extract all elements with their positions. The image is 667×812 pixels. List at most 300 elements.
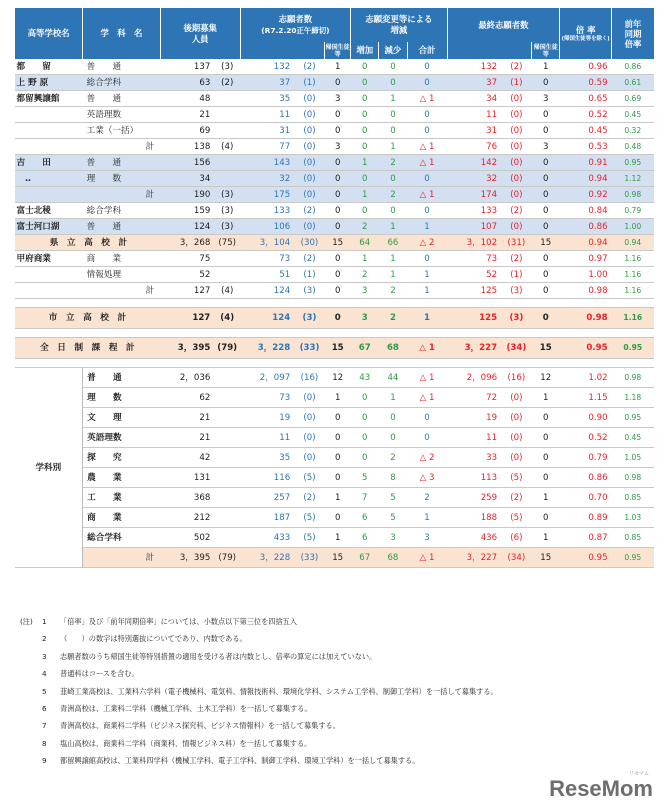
increase-cell: 0 xyxy=(361,141,368,152)
applicants-cell: 132 xyxy=(273,61,291,72)
decrease-cell: 1 xyxy=(390,253,396,264)
final-cell: 32 xyxy=(447,171,501,187)
final-special-cell: (0) xyxy=(510,392,523,403)
returnees-cell: 12 xyxy=(332,372,344,383)
quota-special-cell xyxy=(214,528,240,548)
city-total-label: 市 立 高 校 計 xyxy=(15,308,161,329)
table-row xyxy=(15,59,655,75)
final-special-cell: (0) xyxy=(510,141,523,152)
quota-cell: 21 xyxy=(199,109,211,120)
returnees-cell: 15 xyxy=(325,338,351,359)
by-dept-row xyxy=(15,468,655,488)
header-final-returnees: 帰国生徒等 xyxy=(532,42,560,59)
final-cell: 11 xyxy=(486,109,498,120)
applicants-special-cell: (33) xyxy=(294,338,325,359)
returnees-cell: 0 xyxy=(334,205,341,216)
note-lead xyxy=(20,738,42,750)
final-cell: 113 xyxy=(480,472,498,483)
prev-ratio-cell: 1.16 xyxy=(624,269,642,279)
final-cell: 52 xyxy=(486,269,498,280)
change-total-cell: △ 3 xyxy=(419,472,435,483)
final-cell: 436 xyxy=(480,532,498,543)
change-total-cell: 0 xyxy=(407,171,447,187)
increase-cell: 3 xyxy=(361,285,368,296)
table-row xyxy=(15,187,655,203)
quota-special-cell: (4) xyxy=(221,141,234,152)
change-total-cell: △ 1 xyxy=(407,187,447,203)
change-total-cell: 1 xyxy=(407,219,447,235)
final-returnees-cell: 15 xyxy=(532,338,560,359)
returnees-cell: 0 xyxy=(325,219,351,235)
applicants-cell: 77 xyxy=(279,141,291,152)
final-returnees-cell: 0 xyxy=(543,109,549,120)
table-row xyxy=(15,219,655,235)
returnees-cell: 3 xyxy=(334,141,341,152)
final-special-cell: (0) xyxy=(501,187,532,203)
decrease-cell: 68 xyxy=(379,338,407,359)
table-row xyxy=(15,251,655,267)
table-header xyxy=(15,8,655,59)
table-row xyxy=(15,155,655,171)
quota-special-cell: (79) xyxy=(214,548,240,568)
applicants-cell: 37 xyxy=(240,75,294,91)
note-lead xyxy=(20,651,42,663)
ratio-cell: 0.52 xyxy=(588,109,608,120)
returnees-cell: 3 xyxy=(334,93,341,104)
school-name: 富士北稜 xyxy=(16,205,51,216)
decrease-cell: 1 xyxy=(390,269,396,280)
returnees-cell: 0 xyxy=(334,269,341,280)
quota-special-cell: (3) xyxy=(221,205,234,216)
final-special-cell: (0) xyxy=(510,109,523,120)
decrease-cell: 0 xyxy=(390,109,396,120)
header-change: 志願変更等による増減 xyxy=(351,8,447,42)
note-item xyxy=(20,616,650,628)
header-school: 高等学校名 xyxy=(15,8,83,59)
applicants-special-cell: (0) xyxy=(303,93,316,104)
final-special-cell: (0) xyxy=(510,452,523,463)
prev-ratio-cell: 0.86 xyxy=(624,61,642,71)
increase-cell: 6 xyxy=(361,512,368,523)
application-table-container xyxy=(14,8,654,568)
applicants-cell: 3，228 xyxy=(240,338,294,359)
returnees-cell: 0 xyxy=(334,512,341,523)
increase-cell: 64 xyxy=(351,235,379,251)
applicants-special-cell: (16) xyxy=(300,372,319,383)
final-returnees-cell: 0 xyxy=(543,512,549,523)
applicants-cell: 11 xyxy=(279,432,291,443)
ratio-cell: 0.45 xyxy=(588,125,608,136)
applicants-special-cell: (2) xyxy=(303,61,316,72)
final-cell: 132 xyxy=(480,61,498,72)
header-total: 合計 xyxy=(407,42,447,59)
table-row xyxy=(15,91,655,107)
quota-cell: 138 xyxy=(193,141,211,152)
final-returnees-cell: 0 xyxy=(532,308,560,329)
quota-cell: 75 xyxy=(199,253,211,264)
table-row xyxy=(15,75,655,91)
note-lead xyxy=(20,686,42,698)
quota-special-cell: (4) xyxy=(221,285,234,296)
prev-ratio-cell: 1.16 xyxy=(624,285,642,295)
note-number: 3 xyxy=(42,651,47,661)
applicants-cell: 106 xyxy=(240,219,294,235)
change-total-cell: 2 xyxy=(424,492,430,503)
by-dept-total-row xyxy=(15,548,655,568)
quota-cell: 127 xyxy=(160,308,214,329)
note-text: （ ）の数字は特別選抜についてであり、内数である。 xyxy=(60,634,247,644)
final-cell: 31 xyxy=(486,125,498,136)
quota-cell: 21 xyxy=(199,412,211,423)
change-total-cell: △ 1 xyxy=(407,155,447,171)
applicants-cell: 11 xyxy=(279,109,291,120)
returnees-cell: 15 xyxy=(325,235,351,251)
ratio-cell: 0.59 xyxy=(560,75,612,91)
dept-name: 普 通 xyxy=(83,155,161,171)
ratio-cell: 0.97 xyxy=(588,253,608,264)
school-name: ‥ xyxy=(15,171,83,187)
applicants-special-cell: (1) xyxy=(303,269,316,280)
decrease-cell: 5 xyxy=(390,512,396,523)
returnees-cell: 1 xyxy=(334,492,341,503)
decrease-cell: 2 xyxy=(379,308,407,329)
final-returnees-cell: 0 xyxy=(543,269,549,280)
applicants-special-cell: (5) xyxy=(303,472,316,483)
note-text: 「倍率」及び「前年同期倍率」については、小数点以下第三位を四捨五入 xyxy=(60,617,298,626)
change-total-cell: △ 2 xyxy=(419,452,435,463)
change-total-cell: 1 xyxy=(424,269,430,280)
final-special-cell: (2) xyxy=(510,205,523,216)
final-cell: 76 xyxy=(486,141,498,152)
by-dept-row xyxy=(15,488,655,508)
final-special-cell: (2) xyxy=(510,492,523,503)
final-special-cell: (1) xyxy=(501,75,532,91)
final-returnees-cell: 0 xyxy=(543,285,549,296)
applicants-special-cell: (2) xyxy=(303,492,316,503)
applicants-cell: 19 xyxy=(279,412,291,423)
increase-cell: 0 xyxy=(361,125,368,136)
returnees-cell: 0 xyxy=(325,171,351,187)
spacer xyxy=(15,359,655,368)
note-item xyxy=(20,703,650,715)
applicants-special-cell: (0) xyxy=(303,141,316,152)
header-ratio: 倍 率 (帰国生徒等を除く) xyxy=(560,8,612,59)
change-total-cell: △ 1 xyxy=(419,93,435,104)
quota-cell: 124 xyxy=(160,219,214,235)
increase-cell: 1 xyxy=(351,155,379,171)
quota-special-cell xyxy=(214,123,240,139)
ratio-cell: 0.89 xyxy=(588,512,608,523)
ratio-cell: 0.70 xyxy=(588,492,608,503)
applicants-cell: 175 xyxy=(240,187,294,203)
returnees-cell: 1 xyxy=(334,392,341,403)
increase-cell: 6 xyxy=(361,532,368,543)
final-special-cell: (1) xyxy=(510,269,523,280)
note-text: 塩山高校は、商業科二学科（商業科、情報ビジネス科）を一括して募集する。 xyxy=(60,738,312,748)
note-lead: (注) xyxy=(20,617,33,626)
quota-special-cell: (4) xyxy=(214,308,240,329)
final-returnees-cell: 0 xyxy=(543,253,549,264)
quota-cell: 159 xyxy=(193,205,211,216)
school-name xyxy=(15,107,83,123)
applicants-special-cell: (5) xyxy=(303,512,316,523)
final-returnees-cell: 15 xyxy=(532,235,560,251)
decrease-cell: 66 xyxy=(379,235,407,251)
table-row xyxy=(15,283,655,299)
final-special-cell: (0) xyxy=(510,93,523,104)
final-special-cell: (0) xyxy=(501,155,532,171)
ratio-cell: 0.91 xyxy=(560,155,612,171)
dept-name: 商 業 xyxy=(87,512,122,523)
by-dept-row xyxy=(15,508,655,528)
note-lead xyxy=(20,668,42,680)
quota-special-cell: (3) xyxy=(221,61,234,72)
final-cell: 34 xyxy=(486,93,498,104)
final-special-cell: (31) xyxy=(501,235,532,251)
final-special-cell: (2) xyxy=(510,253,523,264)
decrease-cell: 1 xyxy=(390,141,396,152)
decrease-cell: 0 xyxy=(379,171,407,187)
final-returnees-cell: 0 xyxy=(543,125,549,136)
quota-special-cell xyxy=(214,448,240,468)
school-name xyxy=(15,139,83,155)
quota-cell: 212 xyxy=(193,512,211,523)
final-cell: 33 xyxy=(486,452,498,463)
note-text: 都留興譲館高校は、工業科四学科（機械工学科、電子工学科、制御工学科、環境工学科）を一括して募集する。 xyxy=(60,756,420,766)
increase-cell: 7 xyxy=(361,492,368,503)
table-row xyxy=(15,107,655,123)
final-special-cell: (5) xyxy=(510,472,523,483)
increase-cell: 0 xyxy=(361,392,368,403)
school-name xyxy=(15,283,83,299)
final-special-cell: (0) xyxy=(510,412,523,423)
prev-ratio-cell: 0.94 xyxy=(612,235,654,251)
final-special-cell: (3) xyxy=(510,285,523,296)
dept-name: 計 xyxy=(145,285,155,296)
final-cell: 259 xyxy=(480,492,498,503)
note-number: 2 xyxy=(42,634,47,644)
ratio-cell: 0.86 xyxy=(560,219,612,235)
returnees-cell: 0 xyxy=(334,432,341,443)
applicants-special-cell: (0) xyxy=(294,219,325,235)
change-total-cell: △ 1 xyxy=(419,372,435,383)
applicants-cell: 2，097 xyxy=(259,372,291,383)
dept-name: 情報処理 xyxy=(86,269,122,280)
returnees-cell: 0 xyxy=(334,125,341,136)
prev-ratio-cell: 0.85 xyxy=(624,532,642,542)
returnees-cell: 0 xyxy=(325,308,351,329)
note-number: 9 xyxy=(42,756,47,766)
quota-cell: 63 xyxy=(160,75,214,91)
header-prev-ratio: 前年同期倍率 xyxy=(612,8,654,59)
prev-ratio-cell: 1.00 xyxy=(612,219,654,235)
prev-ratio-cell: 0.48 xyxy=(624,141,642,151)
ratio-cell: 0.94 xyxy=(560,171,612,187)
dept-name: 計 xyxy=(145,141,155,152)
returnees-cell: 0 xyxy=(325,155,351,171)
final-cell: 133 xyxy=(480,205,498,216)
quota-cell: 42 xyxy=(199,452,211,463)
applicants-special-cell: (0) xyxy=(294,187,325,203)
quota-special-cell: (75) xyxy=(214,235,240,251)
decrease-cell: 2 xyxy=(379,187,407,203)
applicants-special-cell: (0) xyxy=(303,392,316,403)
returnees-cell: 0 xyxy=(334,412,341,423)
applicants-cell: 187 xyxy=(273,512,291,523)
increase-cell: 0 xyxy=(351,75,379,91)
final-cell: 73 xyxy=(486,253,498,264)
quota-special-cell xyxy=(214,388,240,408)
applicants-cell: 433 xyxy=(273,532,291,543)
ratio-cell: 0.90 xyxy=(588,412,608,423)
change-total-cell: 0 xyxy=(424,432,430,443)
final-special-cell: (3) xyxy=(501,308,532,329)
change-total-cell: △ 1 xyxy=(419,392,435,403)
spacer xyxy=(15,299,655,308)
notes xyxy=(20,616,650,773)
change-total-cell: 0 xyxy=(407,75,447,91)
returnees-cell: 0 xyxy=(325,75,351,91)
decrease-cell: 3 xyxy=(390,532,396,543)
ratio-cell: 0.94 xyxy=(560,235,612,251)
school-name: 上 野 原 xyxy=(15,75,83,91)
ratio-cell: 0.96 xyxy=(588,61,608,72)
decrease-cell: 0 xyxy=(390,205,396,216)
quota-special-cell: (3) xyxy=(214,187,240,203)
applicants-cell: 32 xyxy=(240,171,294,187)
spacer-row xyxy=(15,299,655,308)
final-special-cell: (5) xyxy=(510,512,523,523)
note-number: 6 xyxy=(42,703,47,713)
note-number: 5 xyxy=(42,686,47,696)
quota-cell: 3，395 xyxy=(160,338,214,359)
by-dept-row xyxy=(15,428,655,448)
header-final: 最終志願者数 xyxy=(447,8,560,42)
applicants-cell: 133 xyxy=(273,205,291,216)
increase-cell: 1 xyxy=(361,253,368,264)
quota-special-cell xyxy=(214,488,240,508)
decrease-cell: 0 xyxy=(379,75,407,91)
quota-cell: 48 xyxy=(199,93,211,104)
spacer xyxy=(15,329,655,338)
school-name: 都 留 xyxy=(16,61,51,72)
final-cell: 3，102 xyxy=(447,235,501,251)
applicants-special-cell: (2) xyxy=(303,205,316,216)
decrease-cell: 0 xyxy=(390,412,396,423)
final-returnees-cell: 0 xyxy=(543,412,549,423)
ratio-cell: 1.02 xyxy=(588,372,608,383)
school-name: 甲府商業 xyxy=(16,253,51,264)
change-total-cell: 1 xyxy=(424,512,430,523)
applicants-special-cell: (2) xyxy=(303,253,316,264)
increase-cell: 0 xyxy=(361,61,368,72)
final-cell: 188 xyxy=(480,512,498,523)
subtotal-label: 県 立 高 校 計 xyxy=(15,235,161,251)
table-row xyxy=(15,139,655,155)
quota-cell: 2，036 xyxy=(179,372,211,383)
final-special-cell: (0) xyxy=(510,125,523,136)
note-text: 普通科はコースを含む。 xyxy=(60,669,139,679)
quota-cell: 156 xyxy=(160,155,214,171)
decrease-cell: 1 xyxy=(390,93,396,104)
applicants-cell: 143 xyxy=(240,155,294,171)
applicants-special-cell: (1) xyxy=(294,75,325,91)
ratio-cell: 0.84 xyxy=(588,205,608,216)
prev-ratio-cell: 0.95 xyxy=(612,155,654,171)
dept-name: 総合学科 xyxy=(83,75,161,91)
by-dept-row xyxy=(15,408,655,428)
ratio-cell: 0.98 xyxy=(560,308,612,329)
final-returnees-cell: 15 xyxy=(532,548,560,568)
decrease-cell: 5 xyxy=(390,492,396,503)
prev-ratio-cell: 1.03 xyxy=(624,512,642,522)
change-total-cell: 0 xyxy=(424,205,430,216)
by-dept-row xyxy=(15,388,655,408)
dept-name: 工 業 xyxy=(87,492,122,503)
prev-ratio-cell: 0.95 xyxy=(612,338,654,359)
prev-ratio-cell: 1.16 xyxy=(612,308,654,329)
applicants-cell: 3，228 xyxy=(240,548,294,568)
header-quota: 後期募集 人員 xyxy=(160,8,240,59)
final-cell: 2，096 xyxy=(466,372,498,383)
returnees-cell: 0 xyxy=(334,285,341,296)
note-item xyxy=(20,720,650,732)
school-name xyxy=(15,187,83,203)
final-returnees-cell: 0 xyxy=(543,205,549,216)
note-number: 4 xyxy=(42,669,47,679)
increase-cell: 0 xyxy=(351,171,379,187)
decrease-cell: 2 xyxy=(379,155,407,171)
prev-ratio-cell: 0.32 xyxy=(624,125,642,135)
applicants-cell: 35 xyxy=(279,452,291,463)
change-total-cell: 1 xyxy=(407,308,447,329)
decrease-cell: 1 xyxy=(390,392,396,403)
quota-special-cell xyxy=(214,508,240,528)
note-text: 青洲高校は、工業科二学科（機械工学科、土木工学科）を一括して募集する。 xyxy=(60,703,312,713)
note-lead xyxy=(20,703,42,715)
change-total-cell: 1 xyxy=(424,285,430,296)
note-text: 韮崎工業高校は、工業科六学科（電子機械科、電気科、情報技術科、環境化学科、システム工学科、制御工学科）を一括して募集する。 xyxy=(60,686,498,696)
applicants-cell: 124 xyxy=(273,285,291,296)
decrease-cell: 44 xyxy=(387,372,399,383)
change-total-cell: 0 xyxy=(424,253,430,264)
prev-ratio-cell: 1.12 xyxy=(612,171,654,187)
dept-name: 理 数 xyxy=(87,392,122,403)
final-returnees-cell: 0 xyxy=(543,472,549,483)
final-special-cell: (2) xyxy=(510,61,523,72)
school-name: 吉 田 xyxy=(15,155,83,171)
decrease-cell: 2 xyxy=(390,452,396,463)
quota-special-cell: (3) xyxy=(214,219,240,235)
quota-special-cell xyxy=(214,428,240,448)
note-item xyxy=(20,686,650,698)
increase-cell: 0 xyxy=(361,412,368,423)
school-name: 都留興譲館 xyxy=(16,93,60,104)
applicants-special-cell: (3) xyxy=(303,285,316,296)
change-total-cell: △ 1 xyxy=(407,338,447,359)
final-returnees-cell: 0 xyxy=(532,75,560,91)
decrease-cell: 1 xyxy=(379,219,407,235)
applicants-special-cell: (5) xyxy=(303,532,316,543)
prev-ratio-cell: 0.69 xyxy=(624,93,642,103)
final-returnees-cell: 0 xyxy=(543,432,549,443)
returnees-cell: 0 xyxy=(334,452,341,463)
table-row xyxy=(15,171,655,187)
final-returnees-cell: 0 xyxy=(532,187,560,203)
change-total-cell: 0 xyxy=(424,125,430,136)
increase-cell: 67 xyxy=(351,338,379,359)
note-number: 7 xyxy=(42,721,47,731)
